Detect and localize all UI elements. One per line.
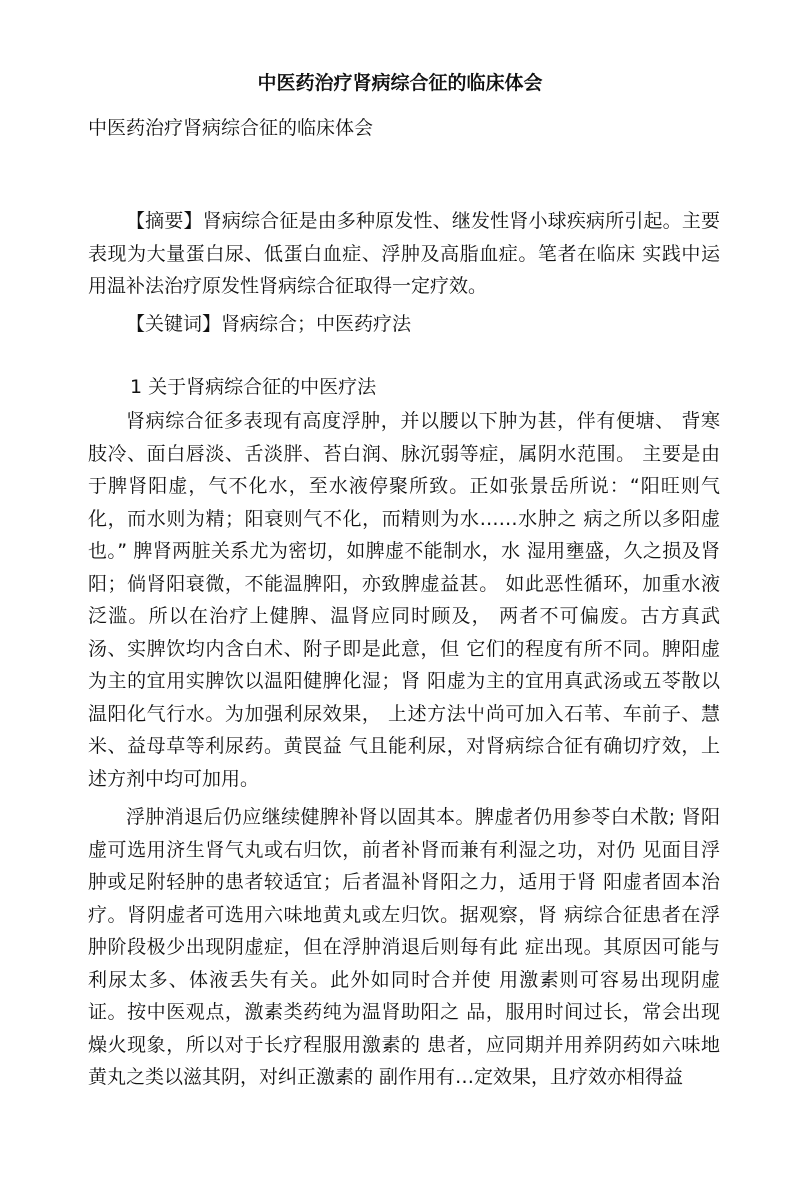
abstract-paragraph: 【摘要】肾病综合征是由多种原发性、继发性肾小球疾病所引起。主要表现为大量蛋白尿、低蛋白血症、浮肿及高脂血症。笔者在临床 实践中运用温补法治疗原发性肾病综合征取得一定疗效。	[88, 210, 720, 297]
keywords-line: 【关键词】肾病综合；中医药疗法	[126, 313, 412, 335]
document-subtitle: 中医药治疗肾病综合征的临床体会	[88, 117, 374, 139]
document-title: 中医药治疗肾病综合征的临床体会	[257, 72, 543, 94]
body-paragraph: 浮肿消退后仍应继续健脾补肾以固其本。脾虚者仍用参苓白术散; 肾阳虚可选用济生肾气丸或右归饮，前者补肾而兼有利湿之功，对仍 见面目浮肿或足附轻肿的患者较适宜；后者温补肾阳之力，适用于肾 阳虚者固本治疗。肾阴虚者可选用六味地黄丸或左归饮。据观察，肾 病综合征患者在浮肿阶段极少出现阴虚症，但在浮肿消退后则每有此 症出现。其原因可能与利尿太多、体液丢失有关。此外如同时合并使 用激素则可容易出现阴虚证。按中医观点，激素类药纯为温肾助阳之 品，服用时间过长，常会出现燥火现象，所以对于长疗程服用激素的 患者，应同期并用养阴药如六味地黄丸之类以滋其阴，对纠正激素的 副作用有…定效果，且疗效亦相得益	[88, 806, 720, 1088]
section-heading: 1 关于肾病综合征的中医疗法	[130, 376, 377, 398]
body-paragraph: 肾病综合征多表现有高度浮肿，并以腰以下肿为甚，伴有便塘、 背寒肢冷、面白唇淡、舌淡胖、苔白润、脉沉弱等症，属阴水范围。 主要是由于脾肾阳虚，气不化水，至水液停聚所致。正如张景岳所说：“阳旺则气化，而水则为精；阳衰则气不化，而精则为水……水肿之 病之所以多阳虚也。” 脾肾两脏关系尤为密切，如脾虚不能制水，水 湿用壅盛，久之损及肾阳；倘肾阳衰微，不能温脾阳，亦致脾虚益甚。 如此恶性循环，加重水液泛滥。所以在治疗上健脾、温肾应同时顾及， 两者不可偏废。古方真武汤、实脾饮均内含白术、附子即是此意，但 它们的程度有所不同。脾阳虚为主的宜用实脾饮以温阳健脾化湿；肾 阳虚为主的宜用真武汤或五苓散以温阳化气行水。为加强利尿效果， 上述方法屮尚可加入石苇、车前子、慧米、益母草等利尿药。黄罠益 气且能利尿，对肾病综合征有确切疗效，上述方剂中均可加用。	[88, 410, 720, 790]
